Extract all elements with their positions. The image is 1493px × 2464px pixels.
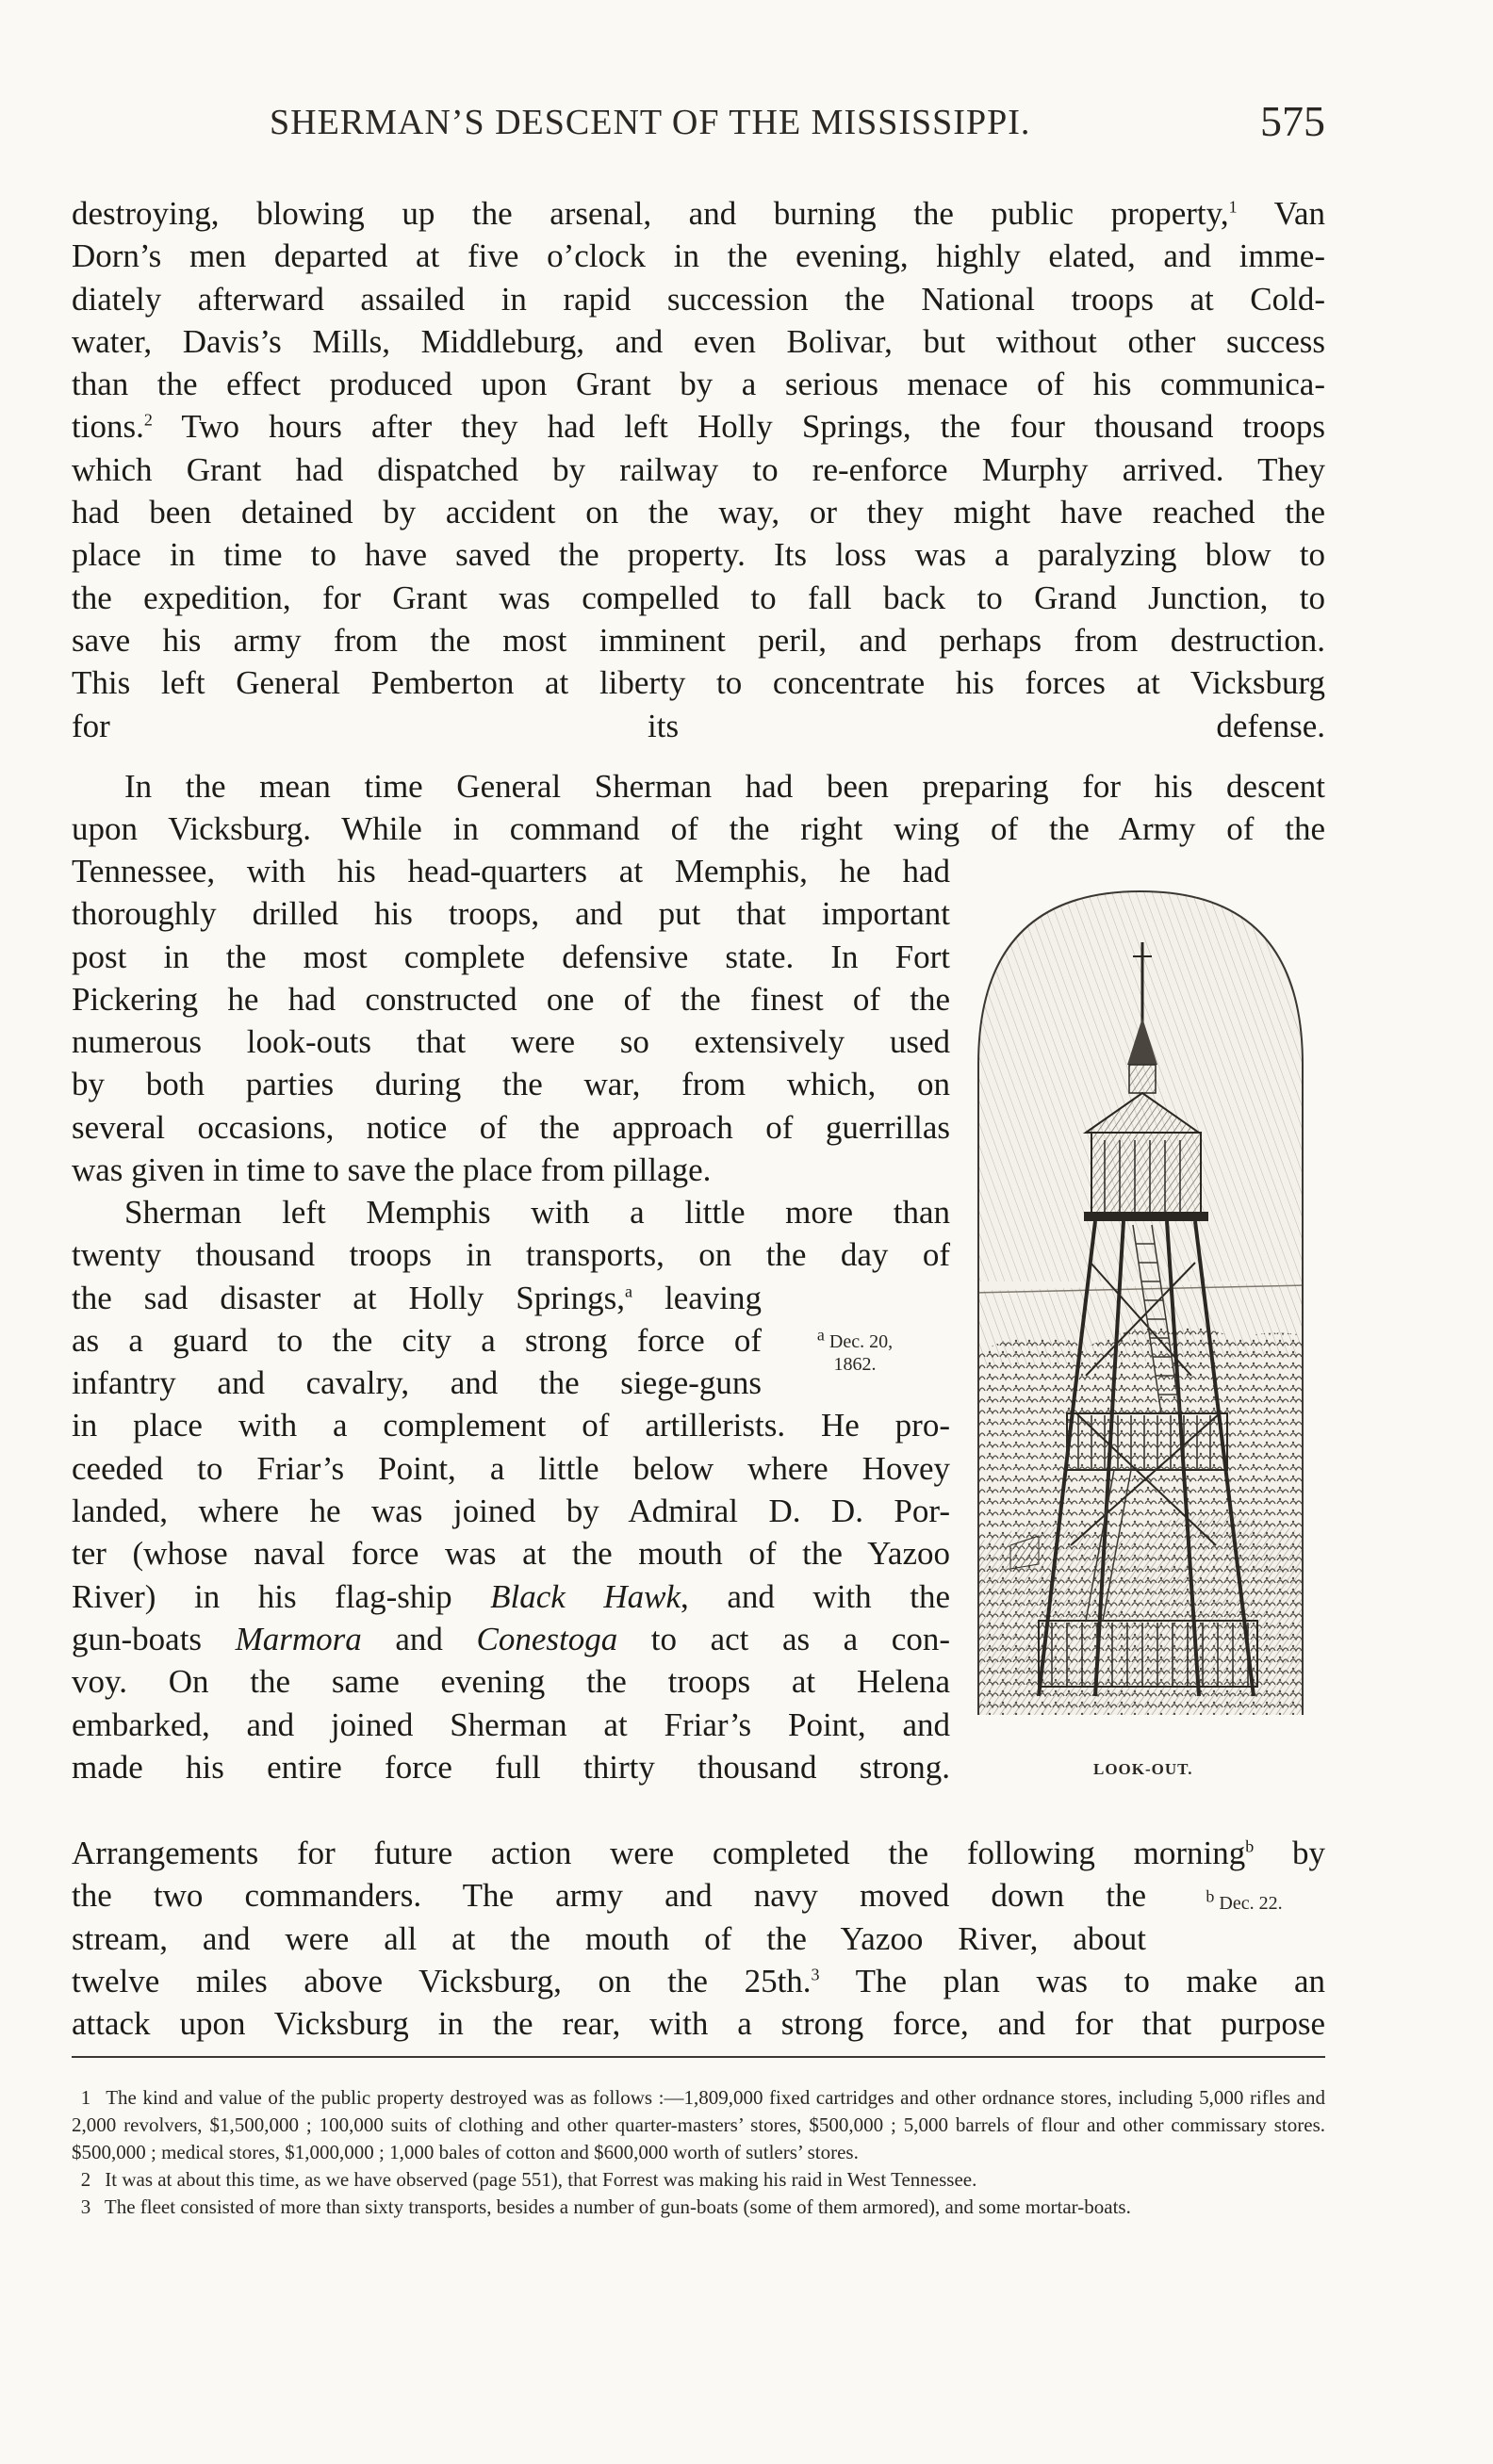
text-line: Tennessee, with his head-quarters at Memphis, he had <box>72 853 950 889</box>
footnote-ref-1: 1 <box>1228 197 1238 217</box>
text-line: than the effect produced upon Grant by a serious menace of his communica- <box>72 366 1325 403</box>
text-line: attack upon Vicksburg in the rear, with a strong force, and for that purpose <box>72 2005 1325 2043</box>
text-line: infantry and cavalry, and the siege-guns <box>72 1364 762 1402</box>
text-line: River) in his flag-ship Black Hawk, and with the <box>72 1577 950 1615</box>
page-number: 575 <box>1260 97 1325 145</box>
text-line: In the mean time General Sherman had been preparing for his descent <box>124 768 1325 805</box>
margin-note-dec-22: $^b$ Dec. 22. <box>1206 1886 1283 1914</box>
text-line: Sherman left Memphis with a little more than <box>124 1194 950 1231</box>
footnote-3: 3 The fleet consisted of more than sixty transports, besides a number of gun-boats (some of them armored), and some mortar-boats. <box>80 2195 1131 2218</box>
text-line: several occasions, notice of the approach of guerrillas <box>72 1108 950 1146</box>
text-line: numerous look-outs that were so extensively used <box>72 1023 950 1061</box>
text-line: tions.$^2$ Two hours after they had left Holly Springs, the four thousand troops <box>72 408 1325 446</box>
text-line: thoroughly drilled his troops, and put that important <box>72 895 950 933</box>
lookout-tower-illustration <box>973 886 1308 1715</box>
footnotes <box>72 2084 1325 2221</box>
footnote-rule <box>72 2056 1325 2058</box>
paragraph-3-upper <box>72 1191 950 1788</box>
footnote-ref-2: 2 <box>143 410 153 430</box>
text-line: made his entire force full thirty thousand strong. <box>72 1748 950 1786</box>
margin-note-dec-20: $^a$ Dec. 20, 1862. <box>816 1325 894 1375</box>
text-line: in place with a complement of artillerists. He pro- <box>72 1407 950 1444</box>
footnote-1: 1 The kind and value of the public property destroyed was as follows :—1,809,000 fixed cartridges and other ordnance stores, including 5,000 rifles and 2,000 revolvers, $1,500,000 ; 100,000 suits of clothing and other quarter-masters’ stores, $500,000 ; 5,000 barrels of flour and other commissary stores. $500,000 ; medical stores, $1,000,000 ; 1,000 bales of cotton and $600,000 worth of sutlers’ stores. <box>72 2086 1325 2163</box>
text-line: Arrangements for future action were completed the following morning$^b$ by <box>72 1835 1325 1871</box>
text-line: twelve miles above Vicksburg, on the 25th.$^3$ The plan was to make an <box>72 1962 1325 1999</box>
ship-name-conestoga: Conestoga <box>476 1620 618 1657</box>
text-line: stream, and were all at the mouth of the Yazoo River, about <box>72 1919 1146 1957</box>
text-line: gun-boats Marmora and Conestoga to act as a con- <box>72 1620 950 1657</box>
running-head <box>72 97 1325 158</box>
ship-name-marmora: Marmora <box>235 1620 362 1657</box>
text-line: had been detained by accident on the way, or they might have reached the <box>72 494 1325 531</box>
text-line: the expedition, for Grant was compelled to fall back to Grand Junction, to <box>72 579 1325 616</box>
text-line: post in the most complete defensive state. In Fort <box>72 938 950 975</box>
lookout-tower-engraving <box>973 886 1308 1715</box>
margin-ref-a: a <box>624 1281 632 1300</box>
text-line: Dorn’s men departed at five o’clock in the evening, highly elated, and imme- <box>72 237 1325 275</box>
paragraph-3-lower <box>72 1832 1325 2045</box>
text-line: upon Vicksburg. While in command of the right wing of the Army of the <box>72 810 1325 848</box>
text-line: destroying, blowing up the arsenal, and burning the public property,$^1$ Van <box>72 195 1325 232</box>
paragraph-2-body <box>72 850 950 1191</box>
text-line: twenty thousand troops in transports, on the day of <box>72 1236 950 1274</box>
paragraph-1 <box>72 192 1325 747</box>
text-line: water, Davis’s Mills, Middleburg, and even Bolivar, but without other success <box>72 322 1325 360</box>
text-line: voy. On the same evening the troops at Helena <box>72 1663 950 1701</box>
text-line: ter (whose naval force was at the mouth of the Yazoo <box>72 1535 950 1573</box>
text-line: place in time to have saved the property. Its loss was a paralyzing blow to <box>72 536 1325 574</box>
footnote-ref-3: 3 <box>811 1965 820 1984</box>
text-line: the two commanders. The army and navy moved down the <box>72 1877 1146 1915</box>
ship-name-black-hawk: Black Hawk <box>490 1577 681 1615</box>
text-line: landed, where he was joined by Admiral D. D. Por- <box>72 1493 950 1530</box>
text-line: which Grant had dispatched by railway to re-enforce Murphy arrived. They <box>72 450 1325 488</box>
margin-ref-b: b <box>1245 1836 1255 1856</box>
text-line: for its defense. <box>72 707 1325 744</box>
text-line: was given in time to save the place from pillage. <box>72 1151 712 1189</box>
text-line: embarked, and joined Sherman at Friar’s Point, and <box>72 1705 950 1743</box>
text-line: by both parties during the war, from which, on <box>72 1066 950 1103</box>
paragraph-2-head <box>72 765 1325 851</box>
running-title: SHERMAN’S DESCENT OF THE MISSISSIPPI. <box>270 103 1031 142</box>
text-line: the sad disaster at Holly Springs,$^a$ leaving <box>72 1279 763 1316</box>
text-line: diately afterward assailed in rapid succession the National troops at Cold- <box>72 280 1325 318</box>
text-line: as a guard to the city a strong force of <box>72 1321 762 1359</box>
text-line: save his army from the most imminent peril, and perhaps from destruction. <box>72 621 1325 659</box>
text-line: Pickering he had constructed one of the finest of the <box>72 980 950 1018</box>
figure-caption: LOOK-OUT. <box>1093 1760 1193 1778</box>
footnote-2: 2 It was at about this time, as we have observed (page 551), that Forrest was making his raid in West Tennessee. <box>80 2168 977 2191</box>
text-line: ceeded to Friar’s Point, a little below where Hovey <box>72 1449 950 1487</box>
text-line: This left General Pemberton at liberty to concentrate his forces at Vicksburg <box>72 664 1325 702</box>
